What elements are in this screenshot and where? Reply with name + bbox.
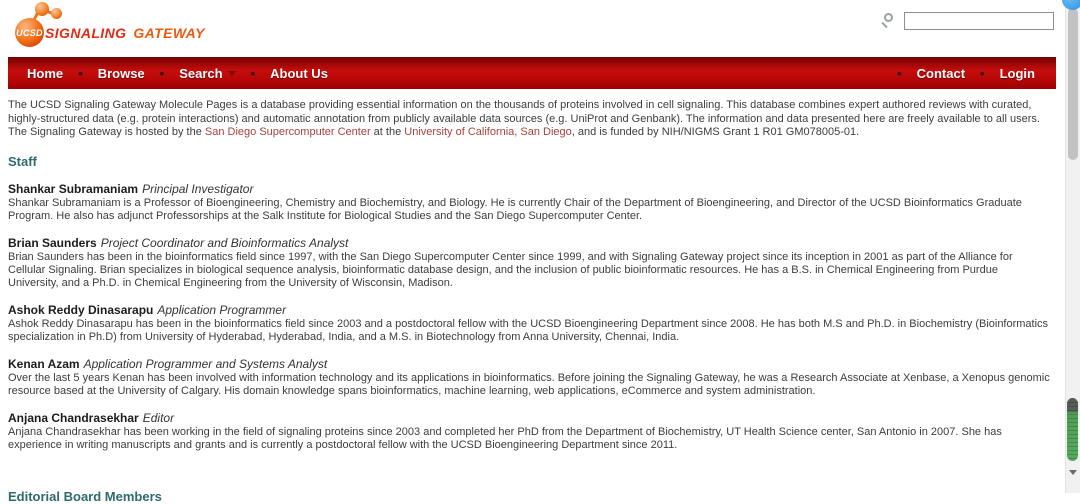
chevron-down-icon (228, 71, 236, 76)
staff-member (8, 236, 1050, 290)
intro-text: The UCSD Signaling Gateway Molecule Pages is a database providing essential information on the thousands of proteins involved in cell signaling. This database combines expert authored reviews with curated, highly-structured data (e.g. protein interactions) and automatic annotation from publicly available data sources (e.g. UniProt and Genbank). The information and data presented here are freely available to all users. The Signaling Gateway is hosted by the (8, 99, 1040, 138)
scrollbar-down-arrow-icon[interactable] (1069, 470, 1077, 475)
main-content (8, 99, 1050, 504)
nav-item-contact[interactable]: Contact (916, 65, 966, 81)
vertical-scrollbar[interactable] (1065, 0, 1080, 493)
member-name: Ashok Reddy Dinasarapu (8, 302, 154, 317)
logo-ucsd-label: UCSD (16, 27, 43, 38)
nav-item-home[interactable]: Home (27, 65, 64, 81)
member-bio: Shankar Subramaniam is a Professor of Bioengineering, Chemistry and Biochemistry, and Biology. He is currently Chair of the Department of Bioengineering, and Director of the UCSD Bioinformatics Graduate Program. He also has adjunct Professorships at the Salk Institute for Biological Studies and the San Diego Supercomputer Center. (8, 196, 1022, 222)
member-bio: Ashok Reddy Dinasarapu has been in the bioinformatics field since 2003 and a postdoctoral fellow with the UCSD Bioengineering Department since 2008. He has both M.S and Ph.D. in Biochemistry (Bioinformatics specialization in Ph.D) from University of Hyderabad, Hyderabad, India, and a M.S. in Biotechnology from Anna University, Chennai, India. (8, 317, 1049, 343)
search-icon (882, 13, 897, 28)
logo-gateway-label: GATEWAY (133, 25, 205, 41)
nav-separator-dot: • (159, 65, 165, 81)
member-name: Brian Saunders (8, 235, 97, 250)
member-bio: Brian Saunders has been in the bioinformatics field since 1997, with the San Diego Supercomputer Center since 1999, and with Signaling Gateway project since its inception in 2001 as part of the Alliance for Cellular Signaling. Brian specializes in biological sequence analysis, bioinformatic database design, and the inclusion of public bioinformatic resources. He has a B.S. in Chemical Engineering from Purdue University, and a Ph.D. in Chemical Engineering from the University of Wisconsin, Madison. (8, 250, 1013, 289)
nav-separator-dot: • (78, 65, 83, 81)
member-title: Editor (142, 410, 175, 425)
staff-section-heading: Staff (8, 153, 37, 169)
staff-member (8, 303, 1050, 344)
sdsc-link[interactable]: San Diego Supercomputer Center (204, 126, 371, 138)
scroll-position-marker (1067, 398, 1078, 461)
member-title: Principal Investigator (142, 181, 254, 196)
nav-separator-dot: • (897, 65, 902, 81)
intro-text: at the (370, 126, 405, 138)
nav-item-about-us[interactable]: About Us (270, 65, 328, 81)
main-navbar (8, 57, 1056, 89)
nav-item-login[interactable]: Login (999, 65, 1035, 81)
staff-member (8, 182, 1050, 223)
member-title: Application Programmer (157, 302, 287, 317)
scrollbar-thumb[interactable] (1068, 8, 1078, 160)
navbar-left-group (14, 66, 341, 81)
navbar-right-group (895, 66, 1048, 81)
site-logo[interactable] (8, 2, 238, 54)
intro-paragraph (8, 99, 1050, 140)
editorial-board-heading: Editorial Board Members (8, 488, 162, 504)
molecule-sphere-icon (15, 18, 44, 47)
staff-member (8, 411, 1050, 452)
molecule-sphere-icon (51, 8, 62, 19)
member-title: Project Coordinator and Bioinformatics Analyst (100, 235, 349, 250)
intro-text: , and is funded by NIH/NIGMS Grant 1 R01 GM078005-01. (571, 126, 860, 138)
member-name: Anjana Chandrasekhar (8, 410, 139, 425)
nav-separator-dot: • (250, 65, 256, 81)
staff-member (8, 357, 1050, 398)
nav-item-browse[interactable]: Browse (97, 65, 145, 81)
member-title: Application Programmer and Systems Analyst (83, 356, 328, 371)
logo-signaling-label: SIGNALING (45, 25, 127, 41)
nav-item-search[interactable]: Search (166, 66, 248, 81)
member-bio: Over the last 5 years Kenan has been involved with information technology and its applications in bioinformatics. Before joining the Signaling Gateway, he was a Research Associate at Xenbase, a Xenopus genomic resource based at the University of Calgary. His domain knowledge spans bioinformatics, machine learning, web applications, eCommerce and system administration. (8, 371, 1050, 397)
logo-wordmark (45, 25, 205, 41)
search-input[interactable] (904, 12, 1054, 30)
member-name: Shankar Subramaniam (8, 181, 139, 196)
page-header (0, 0, 1080, 57)
header-search (882, 12, 1054, 30)
ucsd-link[interactable]: University of California, San Diego (404, 126, 572, 138)
nav-separator-dot: • (980, 65, 985, 81)
member-bio: Anjana Chandrasekhar has been working in the field of signaling proteins since 2003 and completed her PhD from the Department of Biochemistry, UT Health Science center, San Antonio in 2007. She has experience in writing manuscripts and grants and is currently a postdoctoral fellow with the UCSD Bioengineering Department since 2011. (8, 425, 1002, 451)
molecule-sphere-icon (35, 2, 49, 16)
member-name: Kenan Azam (8, 356, 80, 371)
